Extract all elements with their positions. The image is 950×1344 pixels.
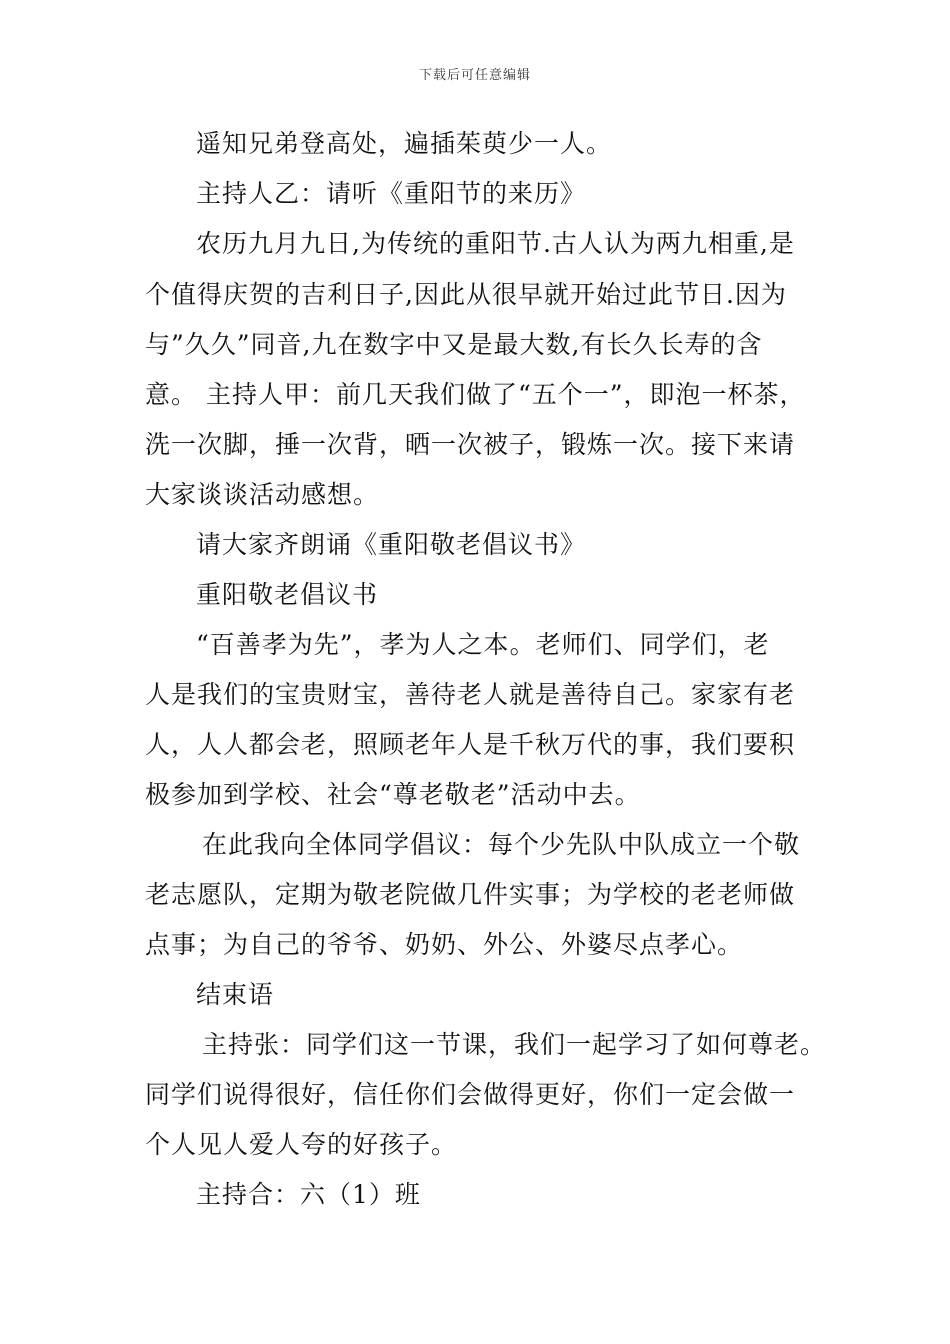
paragraph-line: “百善孝为先”，孝为人之本。老师们、同学们，老	[196, 630, 770, 659]
paragraph-line: 人，人人都会老，照顾老年人是千秋万代的事，我们要积	[145, 730, 796, 759]
paragraph-line: 请大家齐朗诵《重阳敬老倡议书》	[196, 530, 587, 559]
paragraph-line: 主持合：六（1）班	[196, 1180, 421, 1209]
paragraph-line: 洗一次脚，捶一次背，晒一次被子，锻炼一次。接下来请	[145, 430, 796, 459]
paragraph-line: 与”久久”同音,九在数字中又是最大数,有长久长寿的含	[145, 330, 763, 359]
paragraph-line: 个值得庆贺的吉利日子,因此从很早就开始过此节日.因为	[145, 280, 787, 309]
paragraph-line: 结束语	[196, 980, 275, 1009]
paragraph-line: 点事；为自己的爷爷、奶奶、外公、外婆尽点孝心。	[145, 930, 744, 959]
paragraph-line: 同学们说得很好，信任你们会做得更好，你们一定会做一	[145, 1080, 796, 1109]
paragraph-line: 大家谈谈活动感想。	[145, 480, 380, 509]
paragraph-line: 在此我向全体同学倡议：每个少先队中队成立一个敬	[202, 830, 801, 859]
paragraph-line: 重阳敬老倡议书	[196, 580, 379, 609]
paragraph-line: 农历九月九日,为传统的重阳节.古人认为两九相重,是	[196, 229, 795, 258]
paragraph-line: 个人见人爱人夸的好孩子。	[145, 1130, 458, 1159]
paragraph-line: 极参加到学校、社会“尊老敬老”活动中去。	[145, 780, 641, 809]
page-header: 下载后可任意编辑	[418, 68, 531, 83]
paragraph-line: 人是我们的宝贵财宝，善待老人就是善待自己。家家有老	[145, 680, 796, 709]
paragraph-line: 主持人乙：请听《重阳节的来历》	[196, 179, 587, 208]
paragraph-line: 遥知兄弟登高处，遍插茱萸少一人。	[196, 129, 613, 158]
paragraph-line: 主持张：同学们这一节课，我们一起学习了如何尊老。	[202, 1030, 827, 1059]
paragraph-line: 意。 主持人甲：前几天我们做了“五个一”，即泡一杯茶，	[145, 380, 806, 409]
paragraph-line: 老志愿队，定期为敬老院做几件实事；为学校的老老师做	[145, 880, 796, 909]
